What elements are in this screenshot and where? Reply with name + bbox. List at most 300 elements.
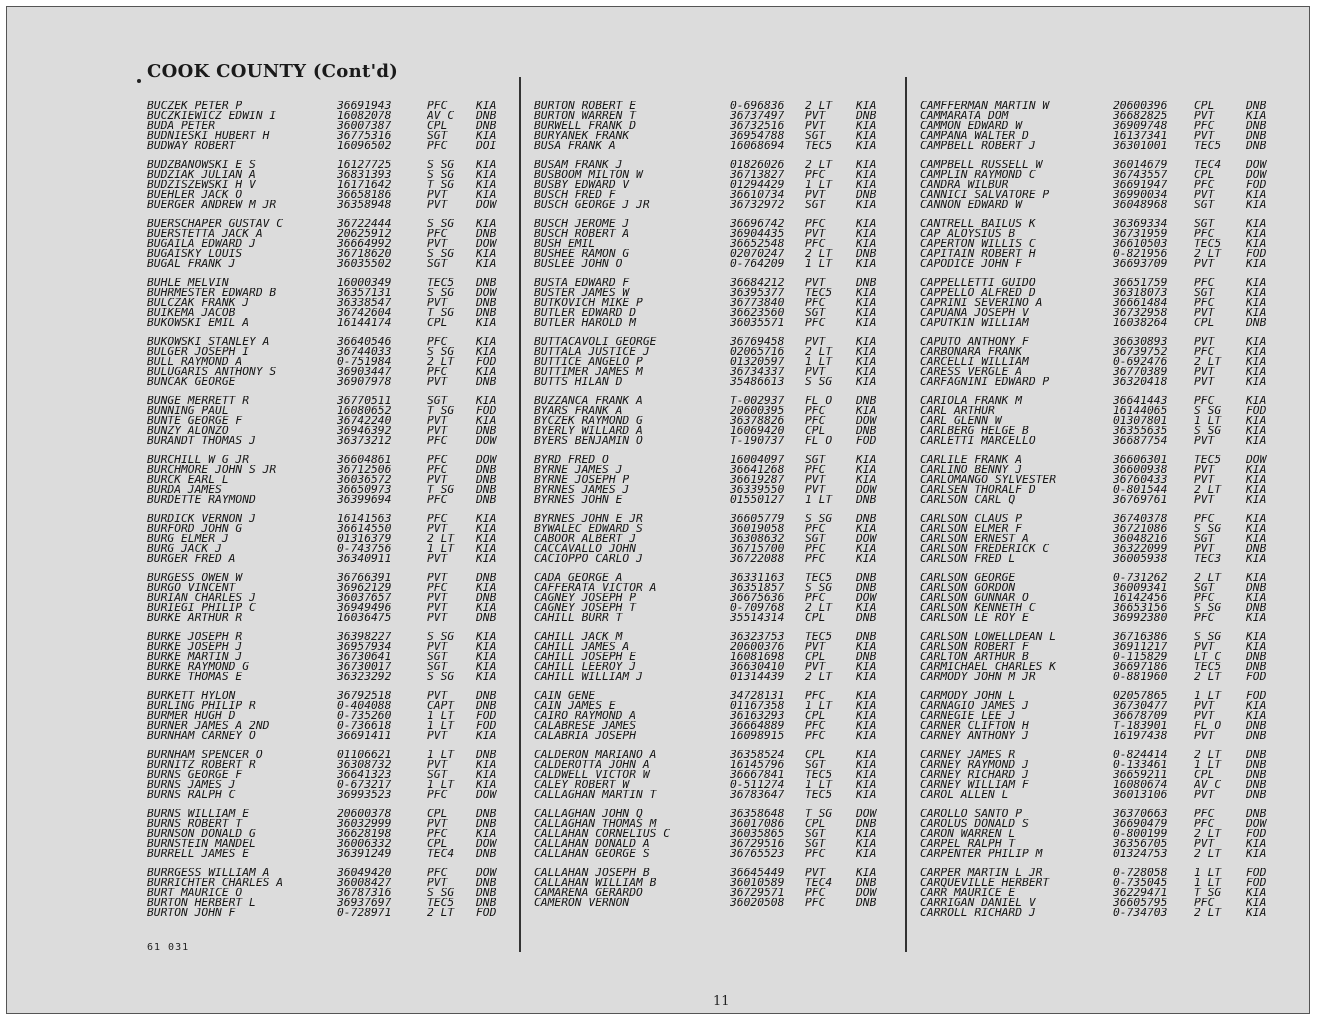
entry-status: KIA xyxy=(1246,465,1267,475)
entry-name: CARLSON GORDON xyxy=(920,583,1016,593)
entry-status: DNB xyxy=(856,613,877,623)
roster-entry xyxy=(534,573,886,583)
entry-grade: PFC xyxy=(427,790,448,800)
entry-status: KIA xyxy=(1246,613,1267,623)
entry-serial-number: 36743557 xyxy=(1113,170,1168,180)
roster-entry xyxy=(534,524,886,534)
entry-grade: PVT xyxy=(1194,495,1215,505)
entry-name: CAHILL LEEROY J xyxy=(534,662,637,672)
entry-serial-number: 01167358 xyxy=(730,701,785,711)
roster-entry xyxy=(534,298,886,308)
entry-serial-number: 0-881960 xyxy=(1113,672,1168,682)
entry-grade: TEC5 xyxy=(805,770,833,780)
entry-name: BURKE THOMAS E xyxy=(147,672,243,682)
roster-entry xyxy=(147,495,506,505)
roster-group xyxy=(534,691,886,741)
entry-grade: SGT xyxy=(805,455,826,465)
roster-entry xyxy=(534,495,886,505)
entry-status: DNB xyxy=(1246,750,1267,760)
entry-name: CAPUANA JOSEPH V xyxy=(920,308,1029,318)
roster-entry xyxy=(920,141,1276,151)
entry-status: DOW xyxy=(476,839,497,849)
roster-entry xyxy=(534,721,886,731)
entry-serial-number: 36962129 xyxy=(337,583,392,593)
entry-serial-number: 16137341 xyxy=(1113,131,1168,141)
roster-entry xyxy=(147,426,506,436)
entry-grade: PVT xyxy=(805,190,826,200)
entry-serial-number: 36645449 xyxy=(730,868,785,878)
entry-serial-number: 36651759 xyxy=(1113,278,1168,288)
roster-entry xyxy=(920,770,1276,780)
roster-entry xyxy=(920,642,1276,652)
entry-serial-number: 36318073 xyxy=(1113,288,1168,298)
roster-group xyxy=(534,455,886,505)
entry-serial-number: 36831393 xyxy=(337,170,392,180)
entry-name: BURTON ROBERT E xyxy=(534,101,637,111)
entry-status: KIA xyxy=(1246,308,1267,318)
entry-serial-number: 36739752 xyxy=(1113,347,1168,357)
entry-status: DNB xyxy=(476,485,497,495)
roster-entry xyxy=(920,819,1276,829)
entry-name: CAHILL BURR T xyxy=(534,613,623,623)
entry-name: CALEY ROBERT W xyxy=(534,780,630,790)
entry-serial-number: 0-743756 xyxy=(337,544,392,554)
roster-entry xyxy=(534,160,886,170)
entry-serial-number: 20625912 xyxy=(337,229,392,239)
entry-serial-number: 36630893 xyxy=(1113,337,1168,347)
entry-grade: SGT xyxy=(427,770,448,780)
entry-name: BURKETT HYLON xyxy=(147,691,236,701)
entry-grade: TEC5 xyxy=(1194,239,1222,249)
entry-grade: PFC xyxy=(1194,229,1215,239)
entry-status: DNB xyxy=(856,573,877,583)
entry-grade: SGT xyxy=(805,200,826,210)
entry-name: CALLAHAN DONALD A xyxy=(534,839,650,849)
entry-name: BURNSON DONALD G xyxy=(147,829,256,839)
roster-entry xyxy=(920,288,1276,298)
entry-grade: PVT xyxy=(427,239,448,249)
entry-serial-number: 36605795 xyxy=(1113,898,1168,908)
roster-entry xyxy=(534,377,886,387)
entry-status: DNB xyxy=(476,573,497,583)
entry-serial-number: 36792518 xyxy=(337,691,392,701)
entry-grade: PVT xyxy=(427,416,448,426)
entry-status: KIA xyxy=(856,219,877,229)
roster-entry xyxy=(534,534,886,544)
entry-status: KIA xyxy=(476,249,497,259)
entry-serial-number: 36035502 xyxy=(337,259,392,269)
entry-status: KIA xyxy=(1246,632,1267,642)
roster-group xyxy=(147,868,506,918)
roster-entry xyxy=(920,760,1276,770)
roster-entry xyxy=(920,455,1276,465)
entry-status: KIA xyxy=(856,465,877,475)
entry-status: KIA xyxy=(856,357,877,367)
entry-name: BUGAL FRANK J xyxy=(147,259,236,269)
entry-grade: 1 LT xyxy=(805,357,833,367)
entry-grade: S SG xyxy=(427,632,455,642)
entry-status: KIA xyxy=(1246,593,1267,603)
entry-serial-number: 36904435 xyxy=(730,229,785,239)
entry-status: KIA xyxy=(1246,849,1267,859)
roster-entry xyxy=(534,416,886,426)
entry-serial-number: 36010589 xyxy=(730,878,785,888)
entry-name: BUSBOOM MILTON W xyxy=(534,170,643,180)
entry-serial-number: 36732972 xyxy=(730,200,785,210)
entry-name: BURNS WILLIAM E xyxy=(147,809,250,819)
entry-serial-number: 36398227 xyxy=(337,632,392,642)
entry-serial-number: 0-821956 xyxy=(1113,249,1168,259)
roster-entry xyxy=(534,190,886,200)
entry-grade: PFC xyxy=(427,465,448,475)
entry-name: CARLSON GUNNAR O xyxy=(920,593,1029,603)
roster-group xyxy=(920,160,1276,210)
roster-group xyxy=(534,337,886,387)
entry-grade: PVT xyxy=(805,111,826,121)
entry-name: BUSLEE JOHN O xyxy=(534,259,623,269)
entry-name: CARLSON CARL Q xyxy=(920,495,1016,505)
entry-status: KIA xyxy=(476,131,497,141)
entry-grade: T SG xyxy=(427,180,455,190)
entry-serial-number: 36911217 xyxy=(1113,642,1168,652)
entry-status: KIA xyxy=(856,200,877,210)
entry-grade: CPL xyxy=(1194,101,1215,111)
entry-grade: PVT xyxy=(1194,544,1215,554)
entry-grade: PFC xyxy=(805,219,826,229)
roster-entry xyxy=(534,642,886,652)
entry-grade: FL O xyxy=(805,436,833,446)
entry-name: BUTTS HILAN D xyxy=(534,377,623,387)
entry-grade: 1 LT xyxy=(805,259,833,269)
entry-name: BUSCH FRED F xyxy=(534,190,616,200)
entry-grade: TEC4 xyxy=(1194,160,1222,170)
entry-serial-number: 0-696836 xyxy=(730,101,785,111)
roster-entry xyxy=(534,367,886,377)
roster-entry xyxy=(147,642,506,652)
entry-name: CARLSON CLAUS P xyxy=(920,514,1023,524)
roster-group xyxy=(920,868,1276,918)
entry-name: BURCHMORE JOHN S JR xyxy=(147,465,277,475)
entry-status: FOD xyxy=(476,908,497,918)
entry-serial-number: 36614550 xyxy=(337,524,392,534)
entry-serial-number: 36737497 xyxy=(730,111,785,121)
entry-name: CALLAHAN GEORGE S xyxy=(534,849,650,859)
entry-grade: PVT xyxy=(805,475,826,485)
roster-group xyxy=(147,691,506,741)
roster-entry xyxy=(534,672,886,682)
entry-name: CALDEROTTA JOHN A xyxy=(534,760,650,770)
roster-entry xyxy=(534,200,886,210)
entry-name: BUSAM FRANK J xyxy=(534,160,623,170)
roster-entry xyxy=(534,888,886,898)
entry-serial-number: 36163293 xyxy=(730,711,785,721)
entry-grade: PFC xyxy=(1194,347,1215,357)
entry-name: BURKE JOSEPH R xyxy=(147,632,243,642)
roster-entry xyxy=(147,475,506,485)
entry-serial-number: 20600395 xyxy=(730,406,785,416)
entry-status: DNB xyxy=(476,495,497,505)
entry-serial-number: 16144174 xyxy=(337,318,392,328)
entry-serial-number: 35486613 xyxy=(730,377,785,387)
entry-name: CARBONARA FRANK xyxy=(920,347,1023,357)
roster-group xyxy=(920,632,1276,682)
entry-serial-number: 36606301 xyxy=(1113,455,1168,465)
entry-name: CARLOMANGO SYLVESTER xyxy=(920,475,1057,485)
entry-name: BUDZBANOWSKI E S xyxy=(147,160,256,170)
roster-group xyxy=(534,809,886,859)
roster-entry xyxy=(920,278,1276,288)
entry-name: BURGO VINCENT xyxy=(147,583,236,593)
entry-status: KIA xyxy=(476,396,497,406)
entry-grade: TEC3 xyxy=(1194,554,1222,564)
roster-entry xyxy=(534,259,886,269)
entry-grade: CPL xyxy=(805,613,826,623)
entry-grade: PFC xyxy=(427,583,448,593)
page-heading: COOK COUNTY (Cont'd) xyxy=(147,61,399,82)
entry-grade: CPL xyxy=(1194,318,1215,328)
roster-entry xyxy=(147,898,506,908)
entry-status: KIA xyxy=(856,259,877,269)
entry-status: FOD xyxy=(856,436,877,446)
entry-name: BURRELL JAMES E xyxy=(147,849,250,859)
entry-serial-number: 16098915 xyxy=(730,731,785,741)
entry-name: CARLSON ERNEST A xyxy=(920,534,1029,544)
entry-status: DNB xyxy=(476,750,497,760)
entry-status: KIA xyxy=(856,524,877,534)
entry-serial-number: 36604861 xyxy=(337,455,392,465)
entry-status: KIA xyxy=(856,406,877,416)
roster-entry xyxy=(534,465,886,475)
entry-grade: PVT xyxy=(805,642,826,652)
entry-name: BURDETTE RAYMOND xyxy=(147,495,256,505)
entry-status: DNB xyxy=(476,111,497,121)
entry-status: KIA xyxy=(856,544,877,554)
entry-grade: 2 LT xyxy=(1194,829,1222,839)
entry-status: KIA xyxy=(1246,357,1267,367)
entry-status: KIA xyxy=(856,672,877,682)
roster-entry xyxy=(147,308,506,318)
entry-name: CALLAGHAN MARTIN T xyxy=(534,790,657,800)
roster-group xyxy=(920,691,1276,741)
entry-grade: PFC xyxy=(805,544,826,554)
entry-grade: PVT xyxy=(1194,701,1215,711)
roster-entry xyxy=(147,200,506,210)
entry-serial-number: 36744033 xyxy=(337,347,392,357)
entry-serial-number: 36713827 xyxy=(730,170,785,180)
roster-entry xyxy=(534,337,886,347)
entry-name: CARROLL RICHARD J xyxy=(920,908,1036,918)
entry-serial-number: T-002937 xyxy=(730,396,785,406)
entry-status: KIA xyxy=(1246,111,1267,121)
entry-grade: TEC4 xyxy=(427,849,455,859)
entry-serial-number: 01294429 xyxy=(730,180,785,190)
roster-entry xyxy=(534,249,886,259)
entry-status: KIA xyxy=(476,632,497,642)
roster-group xyxy=(147,337,506,387)
roster-group xyxy=(147,219,506,269)
roster-group xyxy=(920,573,1276,623)
entry-grade: S SG xyxy=(1194,524,1222,534)
roster-entry xyxy=(534,603,886,613)
entry-status: DOW xyxy=(476,868,497,878)
roster-entry xyxy=(920,583,1276,593)
entry-serial-number: 36340911 xyxy=(337,554,392,564)
entry-serial-number: 36322099 xyxy=(1113,544,1168,554)
entry-serial-number: 36678709 xyxy=(1113,711,1168,721)
roster-entry xyxy=(534,613,886,623)
entry-serial-number: 36610503 xyxy=(1113,239,1168,249)
roster-entry xyxy=(920,573,1276,583)
roster-entry xyxy=(920,337,1276,347)
entry-status: KIA xyxy=(856,455,877,465)
entry-name: CARLSON ROBERT F xyxy=(920,642,1029,652)
entry-serial-number: 0-728971 xyxy=(337,908,392,918)
entry-name: BUZZANCA FRANK A xyxy=(534,396,643,406)
entry-grade: TEC5 xyxy=(427,898,455,908)
entry-name: CAMPANA WALTER D xyxy=(920,131,1029,141)
entry-name: CAIRO RAYMOND A xyxy=(534,711,637,721)
roster-entry xyxy=(920,436,1276,446)
roster-entry xyxy=(534,849,886,859)
entry-name: BURNHAM CARNEY O xyxy=(147,731,256,741)
entry-name: CARMODY JOHN M JR xyxy=(920,672,1036,682)
entry-name: BUTLER EDWARD D xyxy=(534,308,637,318)
roster-entry xyxy=(534,819,886,829)
roster-entry xyxy=(534,790,886,800)
entry-name: CAPERTON WILLIS C xyxy=(920,239,1036,249)
entry-grade: 2 LT xyxy=(1194,849,1222,859)
entry-name: BUDNIESKI HUBERT H xyxy=(147,131,270,141)
heading-bullet xyxy=(137,79,141,83)
entry-name: CARPENTER PHILIP M xyxy=(920,849,1043,859)
entry-name: CANDRA WILBUR xyxy=(920,180,1009,190)
entry-grade: PVT xyxy=(427,377,448,387)
entry-name: CARIOLA FRANK M xyxy=(920,396,1023,406)
entry-status: DOW xyxy=(476,436,497,446)
roster-entry xyxy=(147,170,506,180)
entry-grade: S SG xyxy=(805,514,833,524)
entry-name: BURCHILL W G JR xyxy=(147,455,250,465)
entry-serial-number: 01826026 xyxy=(730,160,785,170)
entry-status: DNB xyxy=(1246,731,1267,741)
entry-name: BYERS BENJAMIN O xyxy=(534,436,643,446)
entry-serial-number: 36722088 xyxy=(730,554,785,564)
entry-grade: SGT xyxy=(805,534,826,544)
entry-serial-number: 36715700 xyxy=(730,544,785,554)
entry-name: CAMPBELL ROBERT J xyxy=(920,141,1036,151)
entry-name: BUSHEE RAMON G xyxy=(534,249,630,259)
entry-serial-number: 36990034 xyxy=(1113,190,1168,200)
entry-status: KIA xyxy=(1246,839,1267,849)
roster-entry xyxy=(534,229,886,239)
entry-grade: PVT xyxy=(427,691,448,701)
entry-name: BUDA PETER xyxy=(147,121,216,131)
entry-status: KIA xyxy=(1246,888,1267,898)
entry-grade: CPL xyxy=(427,809,448,819)
entry-name: CARLBERG HELGE B xyxy=(920,426,1029,436)
entry-serial-number: 36658186 xyxy=(337,190,392,200)
roster-entry xyxy=(534,131,886,141)
entry-grade: TEC5 xyxy=(805,573,833,583)
entry-status: DNB xyxy=(476,298,497,308)
roster-entry xyxy=(147,554,506,564)
entry-status: KIA xyxy=(476,190,497,200)
entry-grade: PFC xyxy=(805,524,826,534)
entry-grade: AV C xyxy=(427,111,455,121)
entry-serial-number: 36356705 xyxy=(1113,839,1168,849)
entry-name: CAHILL JOSEPH E xyxy=(534,652,637,662)
entry-grade: SGT xyxy=(1194,534,1215,544)
roster-entry xyxy=(920,475,1276,485)
entry-name: CARFAGNINI EDWARD P xyxy=(920,377,1050,387)
entry-grade: PVT xyxy=(1194,190,1215,200)
entry-serial-number: 01316379 xyxy=(337,534,392,544)
entry-status: DOW xyxy=(1246,160,1267,170)
entry-serial-number: 0-735045 xyxy=(1113,878,1168,888)
entry-serial-number: 0-133461 xyxy=(1113,760,1168,770)
entry-grade: T SG xyxy=(427,406,455,416)
entry-status: KIA xyxy=(476,603,497,613)
entry-serial-number: 36013106 xyxy=(1113,790,1168,800)
entry-serial-number: 36641323 xyxy=(337,770,392,780)
roster-entry xyxy=(147,190,506,200)
entry-serial-number: 16142456 xyxy=(1113,593,1168,603)
entry-serial-number: 20600376 xyxy=(730,642,785,652)
entry-name: CAPODICE JOHN F xyxy=(920,259,1023,269)
entry-serial-number: 01550127 xyxy=(730,495,785,505)
entry-name: BUHRMESTER EDWARD B xyxy=(147,288,277,298)
entry-name: BULGER JOSEPH I xyxy=(147,347,250,357)
entry-grade: PVT xyxy=(1194,711,1215,721)
entry-grade: CPL xyxy=(805,711,826,721)
entry-serial-number: 36664889 xyxy=(730,721,785,731)
entry-status: KIA xyxy=(476,416,497,426)
entry-serial-number: 01307801 xyxy=(1113,416,1168,426)
entry-serial-number: 0-115829 xyxy=(1113,652,1168,662)
entry-grade: PVT xyxy=(427,642,448,652)
entry-name: CARNEY WILLIAM F xyxy=(920,780,1029,790)
entry-name: BYRNES JAMES J xyxy=(534,485,630,495)
entry-name: CARCELLI WILLIAM xyxy=(920,357,1029,367)
entry-grade: 1 LT xyxy=(805,701,833,711)
entry-status: DNB xyxy=(856,878,877,888)
entry-serial-number: 16145796 xyxy=(730,760,785,770)
entry-serial-number: 36949496 xyxy=(337,603,392,613)
entry-grade: SGT xyxy=(805,839,826,849)
entry-name: BURKE ARTHUR R xyxy=(147,613,243,623)
entry-serial-number: T-183901 xyxy=(1113,721,1168,731)
entry-status: DNB xyxy=(476,888,497,898)
entry-serial-number: 34728131 xyxy=(730,691,785,701)
entry-status: KIA xyxy=(1246,377,1267,387)
entry-grade: TEC5 xyxy=(1194,455,1222,465)
entry-name: CARLSON ELMER F xyxy=(920,524,1023,534)
entry-grade: PFC xyxy=(427,436,448,446)
roster-entry xyxy=(534,691,886,701)
entry-name: CARNAGIO JAMES J xyxy=(920,701,1029,711)
roster-entry xyxy=(147,465,506,475)
entry-name: CAGNEY JOSEPH P xyxy=(534,593,637,603)
roster-entry xyxy=(147,839,506,849)
entry-name: BUGAISKY LOUIS xyxy=(147,249,243,259)
entry-status: DNB xyxy=(1246,770,1267,780)
entry-name: BURGESS OWEN W xyxy=(147,573,243,583)
roster-entry xyxy=(147,121,506,131)
roster-group xyxy=(534,514,886,564)
roster-entry xyxy=(920,849,1276,859)
entry-grade: PVT xyxy=(427,573,448,583)
entry-serial-number: 16000349 xyxy=(337,278,392,288)
